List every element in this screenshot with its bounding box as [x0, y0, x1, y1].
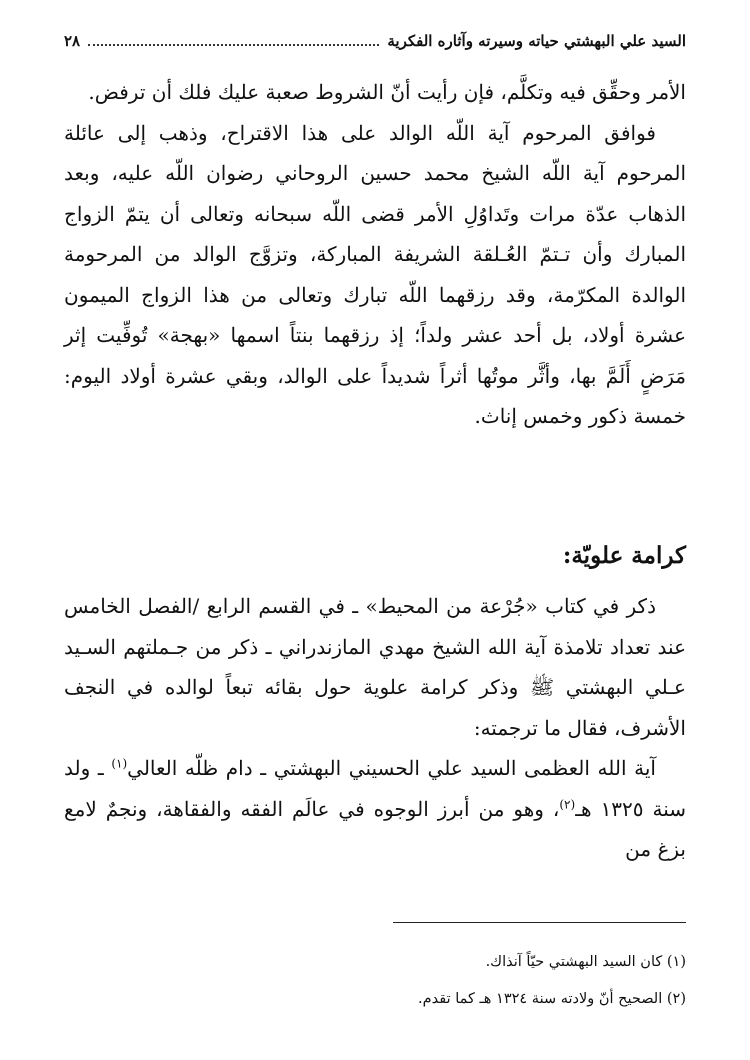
- paragraph-biography: [64, 748, 686, 870]
- section-karama: [64, 586, 686, 870]
- footnote-ref-1[interactable]: (١): [111, 756, 128, 771]
- paragraph-continuation: الأمر وحقِّق فيه وتكلَّم، فإن رأيت أنّ الشروط صعبة عليك فلك أن ترفض.: [88, 80, 686, 104]
- footnote-ref-2[interactable]: (٢): [559, 796, 576, 811]
- footnote-1: (١) كان السيد البهشتي حيّاً آنذاك.: [485, 954, 686, 970]
- biography-text-a: آية الله العظمى السيد علي الحسيني البهشتي ـ دام ظلّه العالي: [127, 756, 656, 780]
- footnotes: [64, 944, 686, 1018]
- biography-text-c: ، وهو من أبرز الوجوه في عالَم الفقه والفقاهة، ونجمٌ لامع بزغ من: [64, 796, 686, 861]
- page-number: ٢٨: [64, 32, 81, 50]
- section-marriage: [64, 72, 686, 437]
- leader-dots: [88, 44, 379, 46]
- biography-text-b: ـ ولد سنة ١٣٢٥ هـ: [64, 756, 687, 821]
- paragraph-marriage: فوافق المرحوم آية اللّه الوالد على هذا الاقتراح، وذهب إلى عائلة المرحوم آية اللّه الشيخ محمد حسين الروحاني رضوان اللّه عليه، وبعد الذهاب عدّة مرات وتَداوُلِ الأمر قضى اللّه سبحانه وتعالى أن يتمّ الزواج المبارك وأن تـتمّ العُـلقة الشريفة المباركة، وتزوَّج الوالد من المرحومة الوالدة المكرّمة، وقد رزقهما اللّه تبارك وتعالى من هذا الزواج الميمون عشرة أولاد، بل أحد عشر ولداً؛ إذ رزقهما بنتاً اسمها «بهجة» تُوفِّيت إثر مَرَضٍ أَلَمَّ بها، وأثَّر موتُها أثراً شديداً على الوالد، وبقي عشرة أولاد اليوم: خمسة ذكور وخمس إناث.: [64, 120, 687, 428]
- running-header: [64, 30, 686, 52]
- section-heading: كرامة علويّة:: [562, 542, 686, 569]
- paragraph-book-citation: ذكر في كتاب «جُرْعة من المحيط» ـ في القسم الرابع /الفصل الخامس عند تعداد تلامذة آية الله الشيخ مهدي المازندراني ـ ذكر من جـملتهم السـيد عـلي البهشتي ﷺ وذكر كرامة علوية حول بقائه تبعاً لوالده في النجف الأشرف، فقال ما ترجمته:: [64, 594, 686, 740]
- running-title: السيد علي البهشتي حياته وسيرته وآثاره الفكرية: [387, 32, 686, 50]
- footnote-2: (٢) الصحيح أنّ ولادته سنة ١٣٢٤ هـ كما تقدم.: [418, 991, 686, 1007]
- footnote-divider: [393, 922, 686, 923]
